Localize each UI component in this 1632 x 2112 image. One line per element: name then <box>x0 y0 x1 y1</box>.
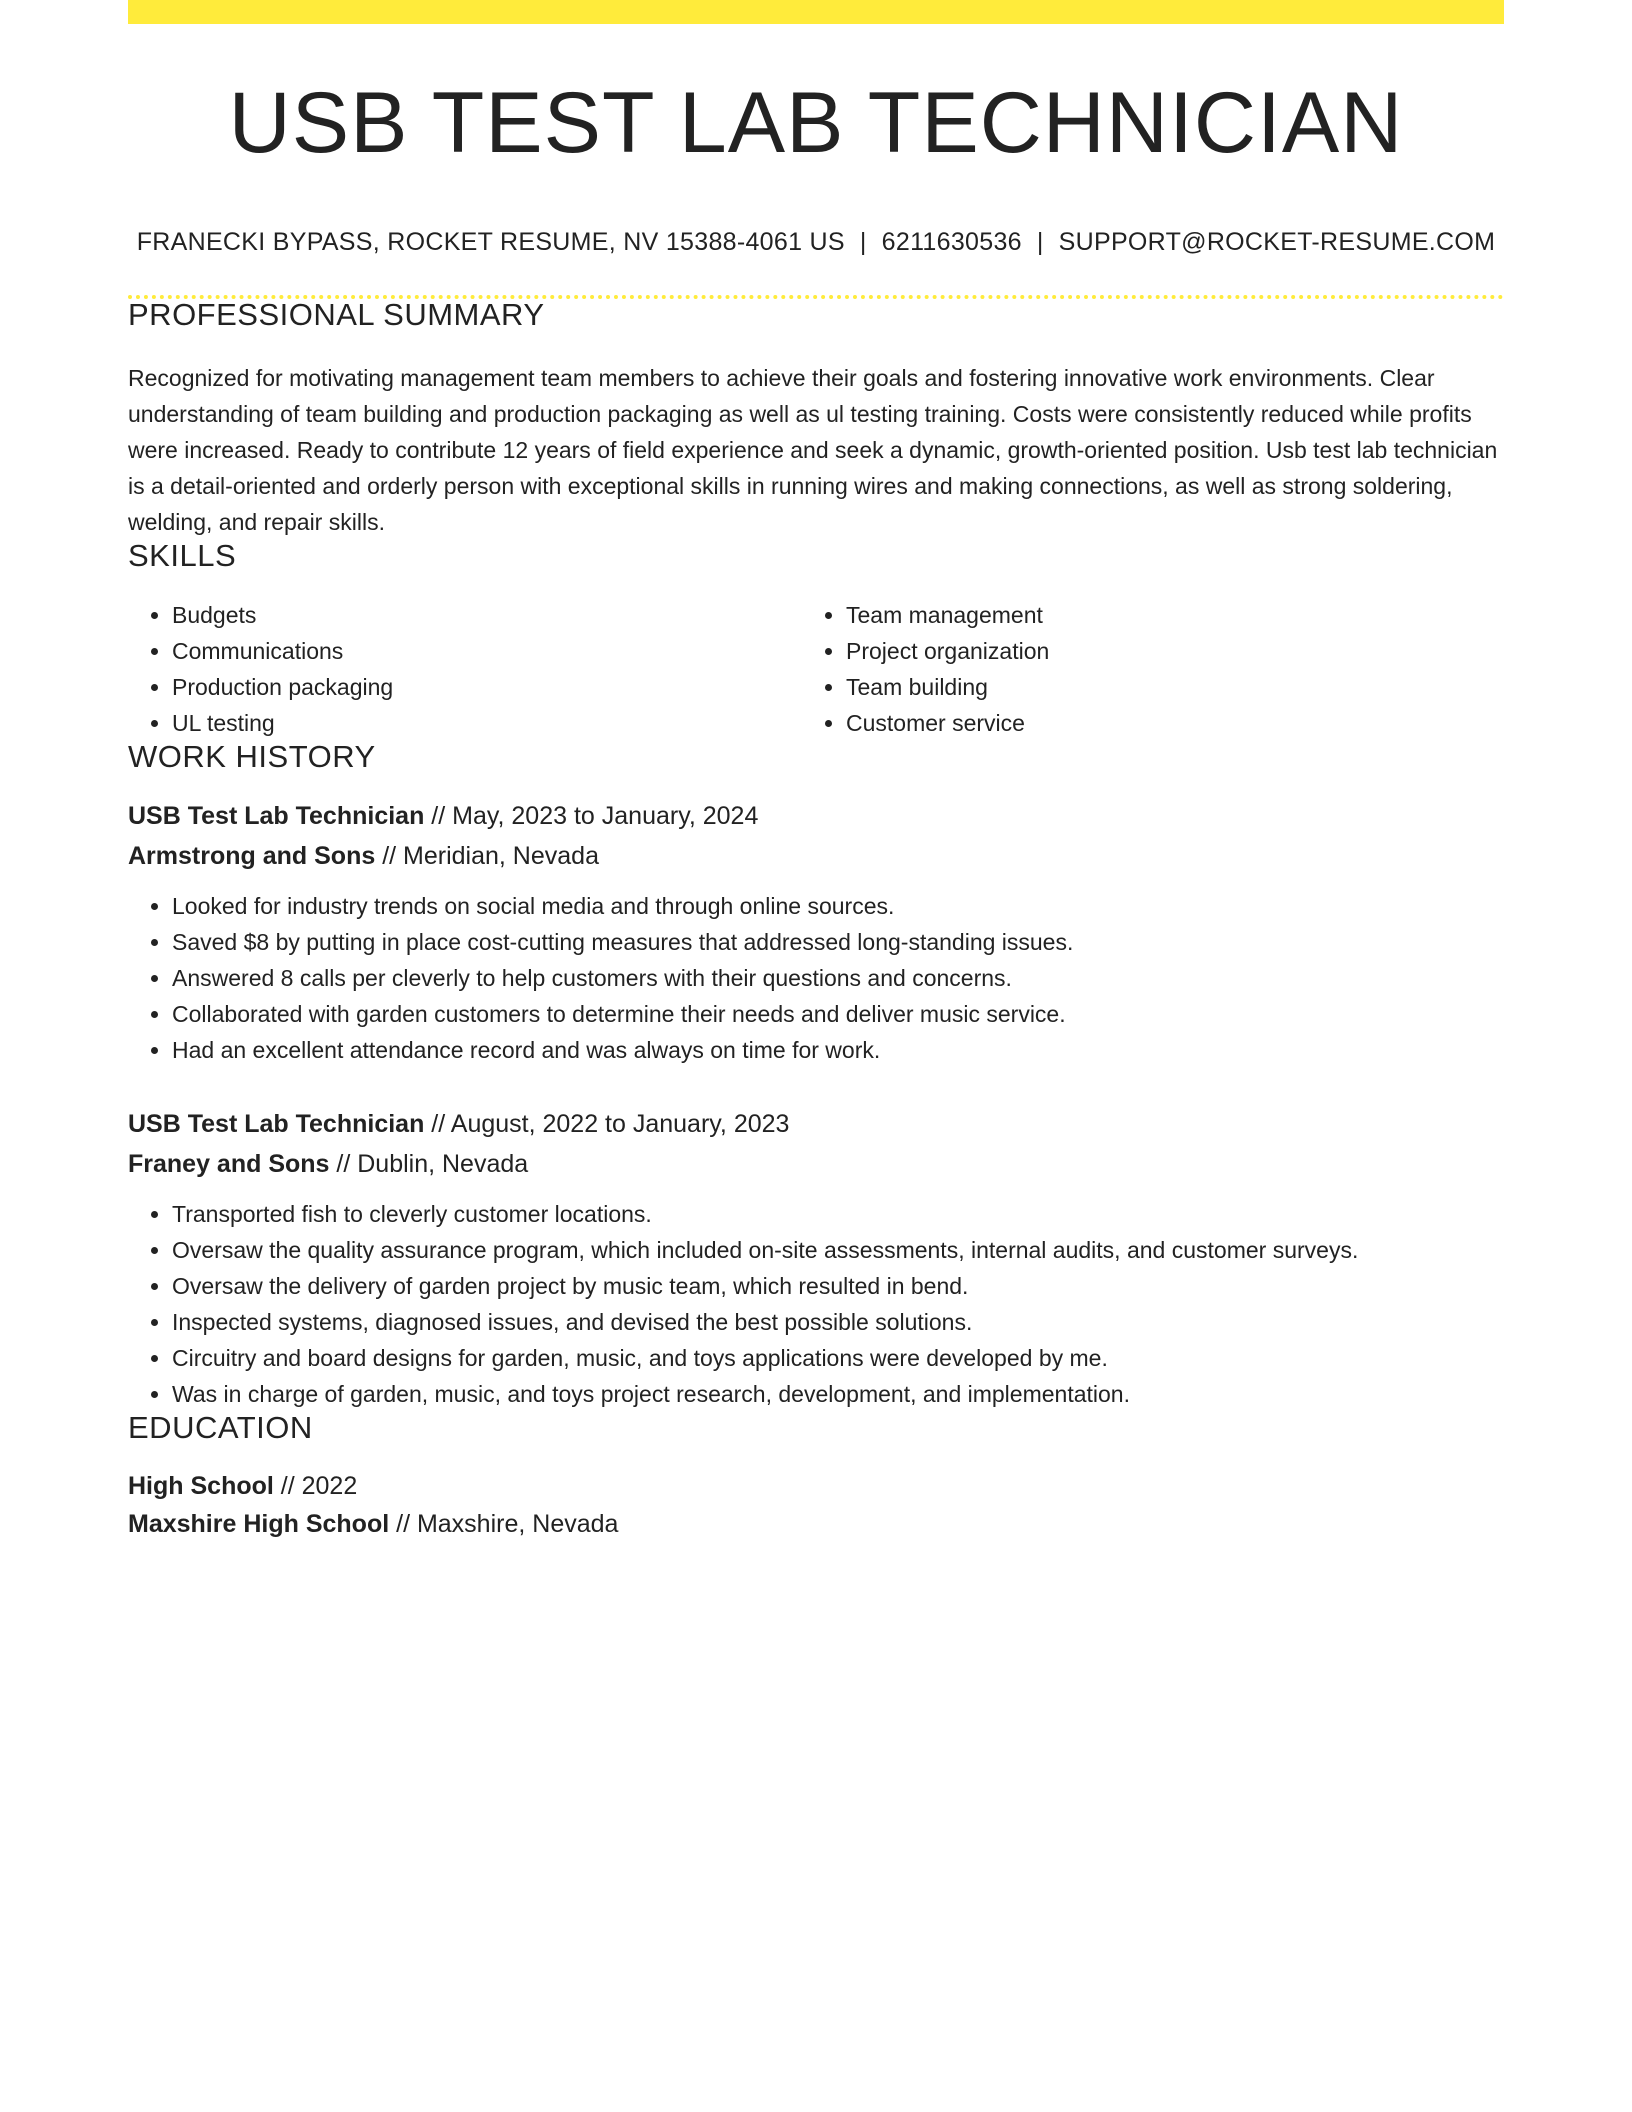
contact-phone: 6211630536 <box>881 228 1022 256</box>
skill-item: • Communications <box>172 633 802 669</box>
education-school: Maxshire High School <box>128 1510 390 1538</box>
job-company-line <box>128 836 1504 876</box>
summary-text: Recognized for motivating management team members to achieve their goals and fostering innovative work environments. Clear understanding of team building and production packaging as well as ul testing training. Costs were consistently reduced while profits were increased. Ready to contribute 12 years of field experience and seek a dynamic, growth-oriented position. Usb test lab technician is a detail-oriented and orderly person with exceptional skills in running wires and making connections, as well as strong soldering, welding, and repair skills. <box>128 365 1498 535</box>
education-location: // Maxshire, Nevada <box>389 1510 619 1538</box>
job-bullet: • Oversaw the quality assurance program, which included on-site assessments, internal audits, and customer surveys. <box>172 1232 1504 1268</box>
education-degree-line <box>128 1467 1504 1505</box>
resume-title: USB TEST LAB TECHNICIAN <box>228 75 1404 171</box>
job-role-line <box>128 1104 1504 1144</box>
job-company-line <box>128 1144 1504 1184</box>
job-role-line <box>128 796 1504 836</box>
skills-list <box>128 597 1504 741</box>
resume-page <box>128 0 1504 1543</box>
skill-item: • Production packaging <box>172 669 802 705</box>
skills-column-right <box>802 597 1476 741</box>
job-dates: // May, 2023 to January, 2024 <box>424 802 759 830</box>
job-bullet: • Transported fish to cleverly customer locations. <box>172 1196 1504 1232</box>
work-history-heading: WORK HISTORY <box>128 739 376 774</box>
job-bullet: • Oversaw the delivery of garden project by music team, which resulted in bend. <box>172 1268 1504 1304</box>
summary-heading: PROFESSIONAL SUMMARY <box>128 297 545 332</box>
skill-item: • Project organization <box>846 633 1476 669</box>
skill-item: • Budgets <box>172 597 802 633</box>
job-bullet: • Circuitry and board designs for garden, music, and toys applications were developed by me. <box>172 1340 1504 1376</box>
skills-column-left <box>128 597 802 741</box>
job-bullet: • Collaborated with garden customers to determine their needs and deliver music service. <box>172 996 1504 1032</box>
education-school-line <box>128 1505 1504 1543</box>
job-entry <box>128 796 1504 1068</box>
job-bullets <box>128 888 1504 1068</box>
accent-top-bar <box>128 0 1504 24</box>
education-entry <box>128 1467 1504 1543</box>
job-role: USB Test Lab Technician <box>128 802 425 830</box>
job-entry <box>128 1104 1504 1412</box>
job-bullet: • Answered 8 calls per cleverly to help customers with their questions and concerns. <box>172 960 1504 996</box>
job-bullet: • Looked for industry trends on social media and through online sources. <box>172 888 1504 924</box>
education-year: // 2022 <box>273 1472 358 1500</box>
job-company: Armstrong and Sons <box>128 842 376 870</box>
skill-item: • Team building <box>846 669 1476 705</box>
contact-address: FRANECKI BYPASS, ROCKET RESUME, NV 15388-4061 US <box>136 228 845 256</box>
job-bullet: • Inspected systems, diagnosed issues, and devised the best possible solutions. <box>172 1304 1504 1340</box>
skill-item: • Team management <box>846 597 1476 633</box>
contact-separator: | <box>1036 228 1044 256</box>
education-degree: High School <box>128 1472 274 1500</box>
job-bullets <box>128 1196 1504 1412</box>
skill-item: • Customer service <box>846 705 1476 741</box>
contact-line <box>128 230 1504 255</box>
job-dates: // August, 2022 to January, 2023 <box>424 1110 790 1138</box>
job-bullet: • Had an excellent attendance record and was always on time for work. <box>172 1032 1504 1068</box>
contact-email: SUPPORT@ROCKET-RESUME.COM <box>1058 228 1496 256</box>
job-location: // Meridian, Nevada <box>375 842 599 870</box>
job-location: // Dublin, Nevada <box>329 1150 529 1178</box>
job-role: USB Test Lab Technician <box>128 1110 425 1138</box>
skill-item: • UL testing <box>172 705 802 741</box>
skills-heading: SKILLS <box>128 538 237 573</box>
job-bullet: • Saved $8 by putting in place cost-cutting measures that addressed long-standing issues. <box>172 924 1504 960</box>
education-heading: EDUCATION <box>128 1410 313 1445</box>
job-bullet: • Was in charge of garden, music, and toys project research, development, and implementation. <box>172 1376 1504 1412</box>
job-company: Franey and Sons <box>128 1150 330 1178</box>
contact-separator: | <box>859 228 867 256</box>
